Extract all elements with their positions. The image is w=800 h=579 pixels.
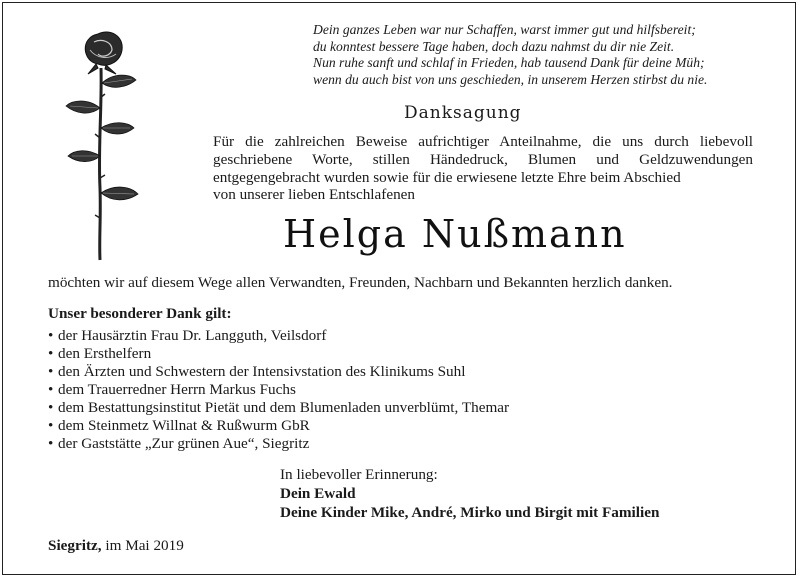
closing-line: möchten wir auf diesem Wege allen Verwandten, Freunden, Nachbarn und Bekannten herzlich danken.: [48, 274, 673, 291]
list-item: • dem Bestattungsinstitut Pietät und dem Blumenladen unverblümt, Themar: [48, 399, 510, 416]
bullet: •: [48, 327, 54, 344]
bullet: •: [48, 399, 54, 416]
poem-line: Dein ganzes Leben war nur Schaffen, warst immer gut und hilfsbereit;: [313, 22, 696, 37]
list-item: • den Ärzten und Schwestern der Intensivstation des Klinikums Suhl: [48, 363, 466, 380]
bullet: •: [48, 417, 54, 434]
thanks-text-last: von unserer lieben Entschlafenen: [213, 186, 415, 204]
poem-line: wenn du auch bist von uns geschieden, in unserem Herzen stirbst du nie.: [313, 71, 708, 87]
date: im Mai 2019: [105, 537, 184, 554]
bullet: •: [48, 345, 54, 362]
list-item: • dem Trauerredner Herrn Markus Fuchs: [48, 381, 296, 398]
poem-line: Nun ruhe sanft und schlaf in Frieden, hab tausend Dank für deine Müh;: [313, 55, 705, 70]
memory-intro: In liebevoller Erinnerung:: [280, 466, 438, 483]
rose-icon: [58, 28, 148, 263]
list-item: • dem Steinmetz Willnat & Rußwurm GbR: [48, 417, 310, 434]
bullet: •: [48, 435, 54, 452]
thanks-paragraph: [213, 133, 753, 204]
danksagung-heading: Danksagung: [404, 103, 522, 123]
memory-signer-2: Deine Kinder Mike, André, Mirko und Birgit mit Familien: [280, 504, 660, 521]
list-item: • der Gaststätte „Zur grünen Aue“, Siegritz: [48, 435, 310, 452]
place-date: [48, 537, 184, 555]
poem: [313, 22, 793, 88]
list-item: • der Hausärztin Frau Dr. Langguth, Veilsdorf: [48, 327, 327, 344]
thanks-text: Für die zahlreichen Beweise aufrichtiger Anteilnahme, die uns durch liebevoll geschriebene Worte, stillen Händedruck, Blumen und Geldzuwendungen entgegengebracht wurden sowie für die erwiesene letzte Ehre beim Abschied: [213, 133, 753, 186]
bullet: •: [48, 363, 54, 380]
place: Siegritz,: [48, 537, 102, 554]
special-thanks-title: Unser besonderer Dank gilt:: [48, 305, 232, 322]
poem-line: du konntest bessere Tage haben, doch dazu nahmst du dir nie Zeit.: [313, 38, 675, 54]
bullet: •: [48, 381, 54, 398]
special-thanks-list: [48, 327, 509, 453]
memory-signer-1: Dein Ewald: [280, 485, 356, 502]
list-item: • den Ersthelfern: [48, 345, 152, 362]
memory-block: [280, 465, 659, 522]
deceased-name: Helga Nußmann: [283, 212, 627, 256]
